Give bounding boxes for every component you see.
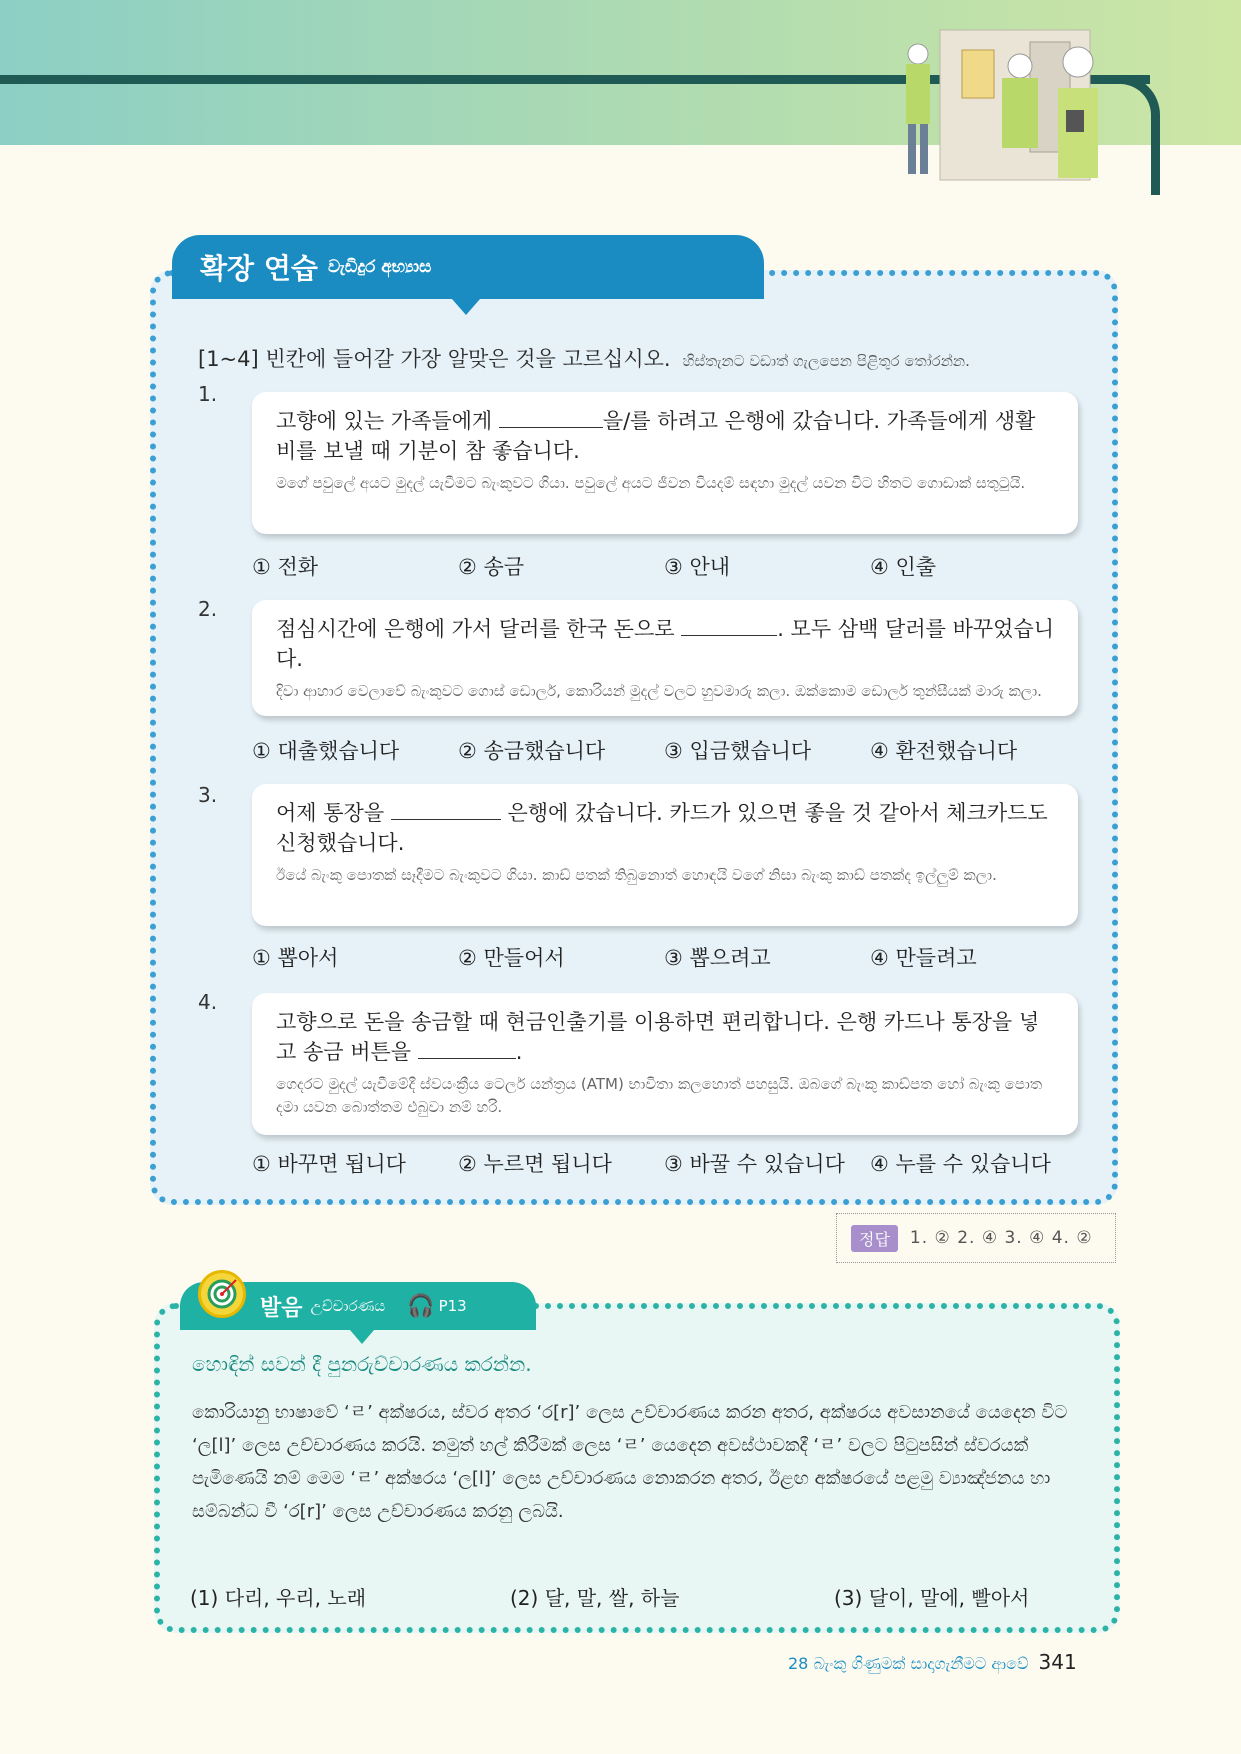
pronunciation-example-1: (1) 다리, 우리, 노래 (190, 1586, 367, 1610)
question-number: 4. (198, 990, 218, 1014)
question-text-si: දිවා ආහාර වෙලාවේ බැංකුවට ගොස් ඩොලර්, කොරියන් මුදල් වලට හුවමාරු කලා. ඔක්කොම ඩොලර් තුන්සීයක් මාරු කලා. (276, 682, 1042, 700)
headphones-icon[interactable]: 🎧 (407, 1293, 435, 1319)
answer-key-text: 1. ② 2. ④ 3. ④ 4. ② (909, 1228, 1093, 1248)
option-4[interactable]: ④ 환전했습니다 (870, 739, 1018, 763)
question-text-before: 어제 통장을 (276, 801, 391, 825)
option-3[interactable]: ③ 안내 (664, 555, 731, 579)
answer-options (252, 735, 1078, 765)
practice-title-ko: 확장 연습 (200, 252, 318, 285)
question-text-ko (276, 798, 1054, 858)
option-2[interactable]: ② 송금 (458, 555, 525, 579)
option-3[interactable]: ③ 입금했습니다 (664, 739, 812, 763)
answer-blank (418, 1039, 516, 1059)
pronunciation-example-3: (3) 달이, 말에, 빨아서 (834, 1586, 1030, 1610)
instruction-si: හිස්තැනට වඩාත් ගැලපෙන පිළිතුර තෝරන්න. (682, 352, 970, 370)
option-2[interactable]: ② 누르면 됩니다 (458, 1152, 612, 1176)
question-text-si: මගේ පවුලේ අයට මුදල් යැවීමට බැංකුවට ගියා. පවුලේ අයට ජීවන වියදම් සඳහා මුදල් යවන විට හිතට ගොඩාක් සතුටුයි. (276, 474, 1026, 492)
answer-key (836, 1213, 1116, 1263)
question-number: 2. (198, 597, 218, 621)
answer-options (252, 1148, 1078, 1178)
answer-blank (681, 616, 777, 636)
question-text-si: ගෙදරට මුදල් යැවීමේදී ස්වයංක්‍රීය ටෙලර් යන්ත්‍රය (ATM) භාවිතා කලහොත් පහසුයි. ඔබගේ බැංකු කාඩ්පත හෝ බැංකු පොත දමා යවන බොත්තම එබුවා නම් හරි. (276, 1075, 1043, 1116)
pronunciation-example-2: (2) 달, 말, 쌀, 하늘 (510, 1586, 680, 1610)
question-text-after: 은행에 갔습니다. 카드가 있으면 좋을 것 같아서 체크카드도 신청했습니다. (276, 801, 1048, 855)
practice-title-si: වැඩිදුර අභ්‍යාස (327, 257, 432, 277)
pronunciation-title-si: උච්චාරණය (310, 1297, 386, 1315)
bank-atm-workers-illustration (880, 22, 1100, 182)
pronunciation-subtitle: හොඳින් සවන් දී පුනරුච්චාරණය කරන්න. (192, 1352, 532, 1376)
question-text-before: 고향에 있는 가족들에게 (276, 409, 499, 433)
question-card (252, 600, 1078, 716)
option-3[interactable]: ③ 뽑으려고 (664, 946, 771, 970)
question-card (252, 993, 1078, 1135)
question-text-si: ඊයේ බැංකු පොතක් සෑදීමට බැංකුවට ගියා. කාඩ් පතක් තිබුනොත් හොඳයි වගේ නිසා බැංකු කාඩ් පතක්ද ඉල්ලුම් කලා. (276, 866, 997, 884)
option-4[interactable]: ④ 인출 (870, 555, 937, 579)
option-1[interactable]: ① 바꾸면 됩니다 (252, 1152, 406, 1176)
pronunciation-title-ko: 발음 (260, 1295, 303, 1321)
question-card (252, 392, 1078, 534)
question-text-ko (276, 1007, 1054, 1067)
option-1[interactable]: ① 뽑아서 (252, 946, 339, 970)
answer-blank (499, 408, 603, 428)
question-text-after: 을/를 하려고 은행에 갔습니다. 가족들에게 생활비를 보낼 때 기분이 참 좋습니다. (276, 409, 1036, 463)
question-text-before: 고향으로 돈을 송금할 때 현금인출기를 이용하면 편리합니다. 은행 카드나 통장을 넣고 송금 버튼을 (276, 1010, 1040, 1064)
instruction-ko: [1~4] 빈칸에 들어갈 가장 알맞은 것을 고르십시오. (198, 347, 671, 371)
pronunciation-examples (190, 1582, 1090, 1611)
option-1[interactable]: ① 대출했습니다 (252, 739, 400, 763)
page-number: 341 (1038, 1650, 1077, 1674)
chapter-title: 28 බැංකු ගිණුමක් සාදාගැනීමට ආවේ (788, 1654, 1029, 1673)
question-text-before: 점심시간에 은행에 가서 달러를 한국 돈으로 (276, 617, 682, 641)
answer-key-label: 정답 (851, 1225, 898, 1252)
option-2[interactable]: ② 만들어서 (458, 946, 565, 970)
question-text-ko (276, 406, 1054, 466)
pronunciation-explanation: කොරියානු භාෂාවේ ‘ㄹ’ අක්ෂරය, ස්වර අතර ‘ර[r]’ ලෙස උච්චාරණය කරන අතර, අක්ෂරය අවසානයේ යෙදෙන විට ‘ල[l]’ ලෙස උච්චාරණය කරයි. නමුත් හල් කිරීමක් ලෙස ‘ㄹ’ යෙදෙන අවස්ථාවකදී ‘ㄹ’ වලට පිටුපසින් ස්වරයක් පැමිණෙයි නම් මෙම ‘ㄹ’ අක්ෂරය ‘ල[l]’ ලෙස උච්චාරණය නොකරන අතර, ඊළඟ අක්ෂරයේ පළමු ව්‍යාඤ්ජනය හා සම්බන්ධ වී ‘ර[r]’ ලෙස උච්චාරණය කරනු ලබයි. (192, 1402, 1068, 1522)
practice-instruction (198, 343, 1058, 373)
question-text-ko (276, 614, 1054, 674)
question-text-after: . (515, 1040, 523, 1064)
page-footer (788, 1650, 1077, 1674)
answer-options (252, 942, 1078, 972)
option-3[interactable]: ③ 바꿀 수 있습니다 (664, 1152, 845, 1176)
option-2[interactable]: ② 송금했습니다 (458, 739, 606, 763)
answer-blank (391, 800, 501, 820)
target-icon (198, 1270, 246, 1318)
audio-track-ref[interactable]: P13 (438, 1297, 467, 1315)
option-1[interactable]: ① 전화 (252, 555, 319, 579)
question-card (252, 784, 1078, 926)
header-rule-curve (1110, 75, 1160, 195)
option-4[interactable]: ④ 누를 수 있습니다 (870, 1152, 1051, 1176)
question-number: 3. (198, 783, 218, 807)
question-text-after: . 모두 삼백 달러를 바꾸었습니다. (276, 617, 1055, 671)
option-4[interactable]: ④ 만들려고 (870, 946, 977, 970)
practice-section-tab (172, 235, 764, 299)
answer-options (252, 551, 1078, 581)
question-number: 1. (198, 382, 218, 406)
